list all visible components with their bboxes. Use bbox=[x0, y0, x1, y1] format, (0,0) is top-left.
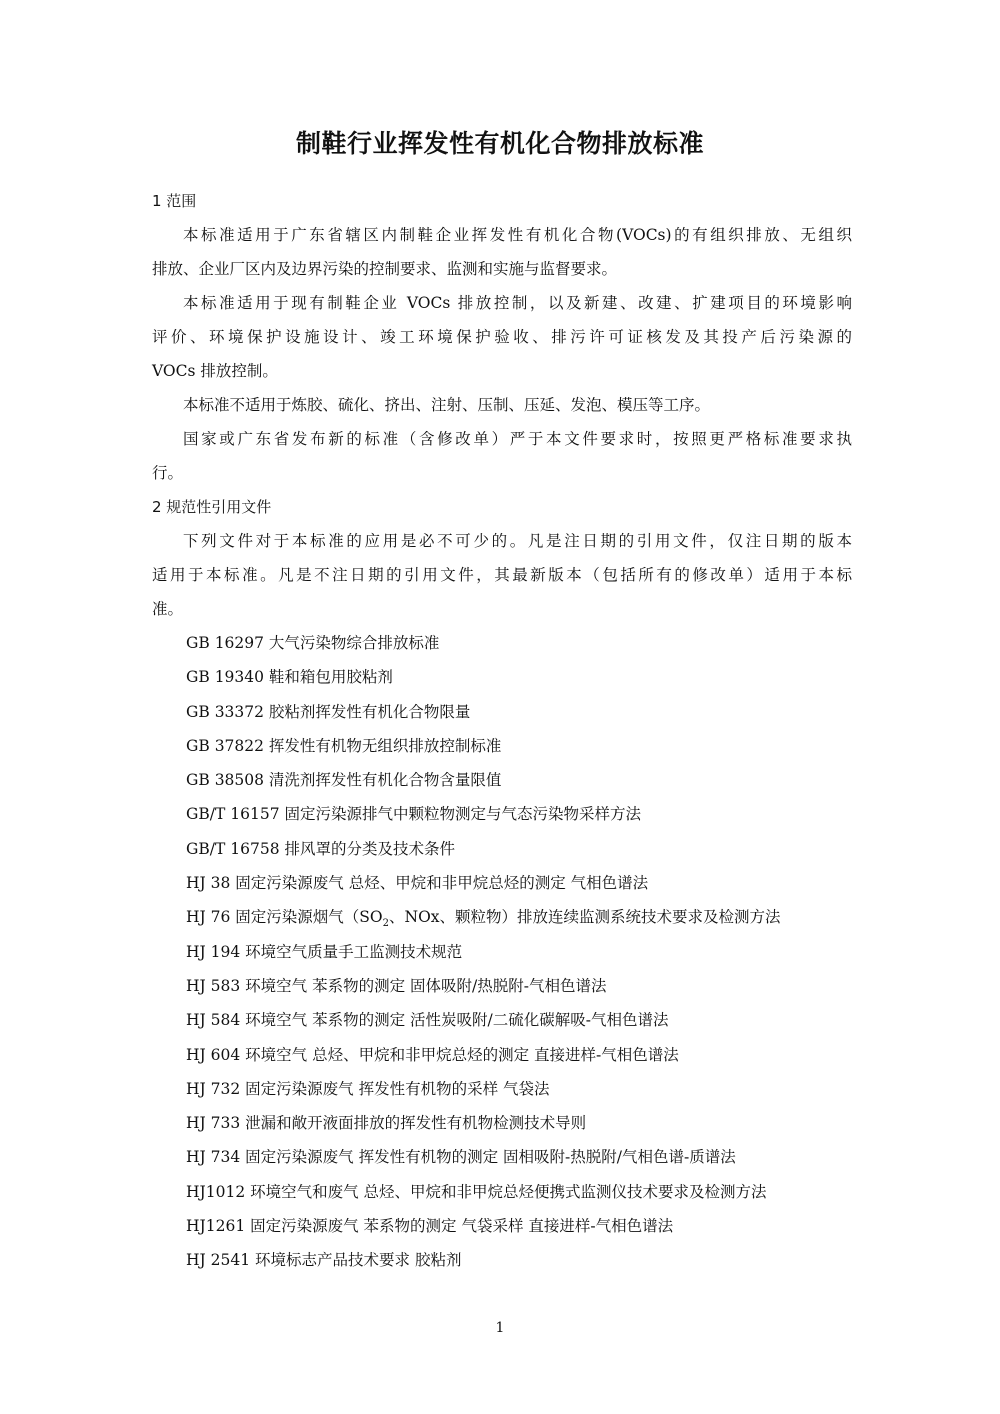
scope-paragraph-2 bbox=[152, 286, 852, 388]
scope-paragraph-1 bbox=[152, 218, 852, 286]
reference-text: HJ 76 固定污染源烟气（SO bbox=[186, 908, 383, 927]
reference-item: HJ 604 环境空气 总烃、甲烷和非甲烷总烃的测定 直接进样-气相色谱法 bbox=[186, 1045, 679, 1064]
reference-item: GB/T 16758 排风罩的分类及技术条件 bbox=[186, 839, 455, 858]
section-heading-scope: 1 范围 bbox=[152, 192, 197, 210]
reference-item: HJ 584 环境空气 苯系物的测定 活性炭吸附/二硫化碳解吸-气相色谱法 bbox=[186, 1011, 669, 1030]
reference-list bbox=[152, 626, 852, 1278]
text-line: 排放、企业厂区内及边界污染的控制要求、监测和实施与监督要求。 bbox=[152, 260, 618, 278]
document-title: 制鞋行业挥发性有机化合物排放标准 bbox=[295, 129, 704, 158]
reference-item: HJ 194 环境空气质量手工监测技术规范 bbox=[186, 942, 463, 961]
scope-paragraph-3 bbox=[152, 388, 852, 422]
reference-item: GB 19340 鞋和箱包用胶粘剂 bbox=[186, 668, 393, 687]
reference-item: GB 16297 大气污染物综合排放标准 bbox=[186, 634, 440, 652]
text-line: 适用于本标准。凡是不注日期的引用文件，其最新版本（包括所有的修改单）适用于本标 bbox=[152, 566, 852, 584]
document-body bbox=[152, 184, 852, 1278]
reference-item: GB/T 16157 固定污染源排气中颗粒物测定与气态污染物采样方法 bbox=[186, 805, 641, 824]
reference-item: HJ1012 环境空气和废气 总烃、甲烷和非甲烷总烃便携式监测仪技术要求及检测方法 bbox=[186, 1182, 767, 1201]
reference-item: HJ 583 环境空气 苯系物的测定 固体吸附/热脱附-气相色谱法 bbox=[186, 976, 607, 995]
text-line: VOCs 排放控制。 bbox=[152, 362, 278, 380]
text-line: 本标准适用于广东省辖区内制鞋企业挥发性有机化合物(VOCs)的有组织排放、无组织 bbox=[183, 226, 852, 244]
text-line: 国家或广东省发布新的标准（含修改单）严于本文件要求时，按照更严格标准要求执 bbox=[183, 430, 852, 448]
reference-item: HJ1261 固定污染源废气 苯系物的测定 气袋采样 直接进样-气相色谱法 bbox=[186, 1217, 674, 1236]
reference-text: 、NOx、颗粒物）排放连续监测系统技术要求及检测方法 bbox=[389, 908, 781, 927]
reference-item-hj76 bbox=[152, 900, 852, 934]
text-line: 下列文件对于本标准的应用是必不可少的。凡是注日期的引用文件，仅注日期的版本 bbox=[183, 532, 852, 550]
reference-item: GB 33372 胶粘剂挥发性有机化合物限量 bbox=[186, 702, 471, 721]
section-heading-normative-references: 2 规范性引用文件 bbox=[152, 498, 272, 516]
reference-item: GB 37822 挥发性有机物无组织排放控制标准 bbox=[186, 736, 502, 755]
reference-item: HJ 734 固定污染源废气 挥发性有机物的测定 固相吸附-热脱附/气相色谱-质谱法 bbox=[186, 1148, 736, 1167]
reference-item: HJ 38 固定污染源废气 总烃、甲烷和非甲烷总烃的测定 气相色谱法 bbox=[186, 874, 649, 893]
subscript-text: 2 bbox=[382, 918, 390, 930]
scope-paragraph-4 bbox=[152, 422, 852, 490]
text-line: 本标准适用于现有制鞋企业 VOCs 排放控制，以及新建、改建、扩建项目的环境影响 bbox=[183, 294, 852, 312]
reference-item: HJ 2541 环境标志产品技术要求 胶粘剂 bbox=[186, 1251, 462, 1270]
reference-item: HJ 733 泄漏和敞开液面排放的挥发性有机物检测技术导则 bbox=[186, 1114, 587, 1133]
text-line: 准。 bbox=[152, 600, 184, 618]
text-line: 本标准不适用于炼胶、硫化、挤出、注射、压制、压延、发泡、模压等工序。 bbox=[183, 396, 711, 414]
reference-item: HJ 732 固定污染源废气 挥发性有机物的采样 气袋法 bbox=[186, 1079, 550, 1098]
page-number: 1 bbox=[495, 1320, 505, 1336]
references-intro-paragraph bbox=[152, 524, 852, 626]
text-line: 行。 bbox=[152, 464, 184, 482]
reference-item: GB 38508 清洗剂挥发性有机化合物含量限值 bbox=[186, 771, 502, 790]
text-line: 评价、环境保护设施设计、竣工环境保护验收、排污许可证核发及其投产后污染源的 bbox=[152, 328, 852, 346]
